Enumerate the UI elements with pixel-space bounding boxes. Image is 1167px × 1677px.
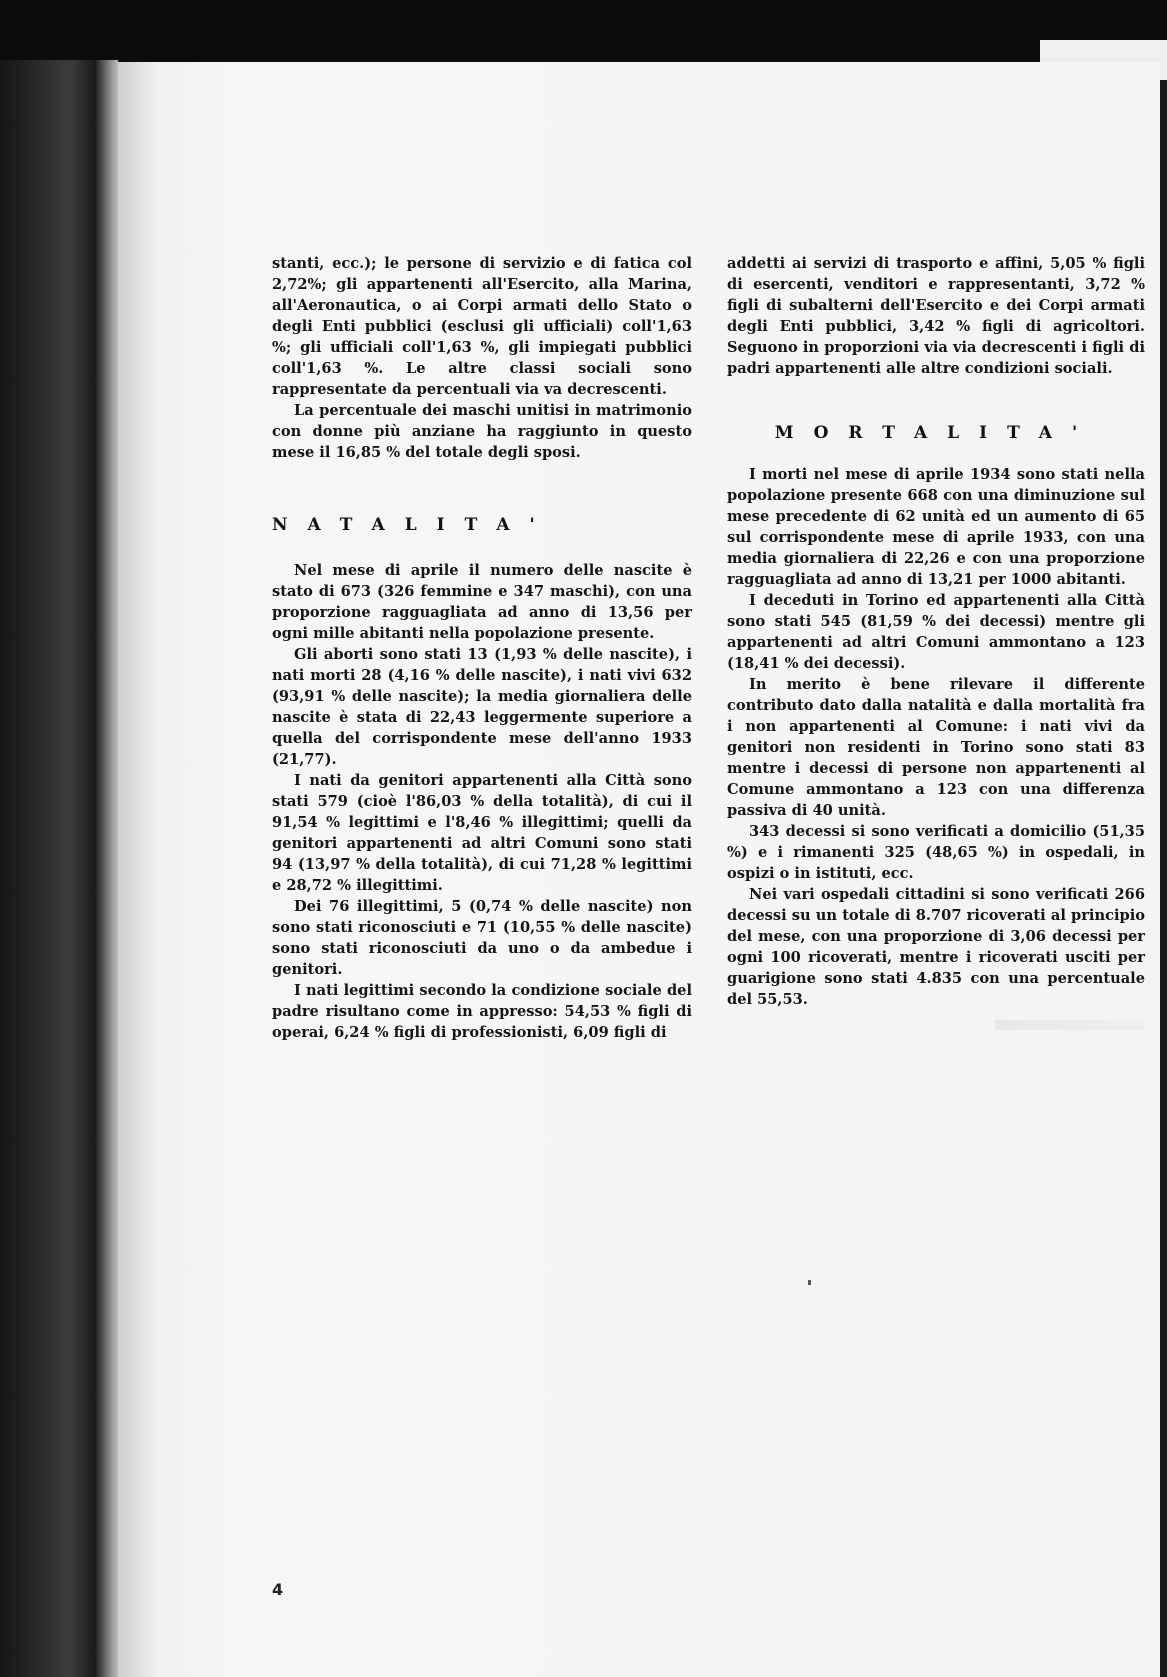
paragraph: stanti, ecc.); le persone di servizio e di fatica col 2,72%; gli appartenenti all'Esercito, alla Marina, all'Aeronautica, o ai Corpi armati dello Stato o degli Enti pubblici (esclusi gli ufficiali) coll'1,63 %; gli ufficiali coll'1,63 %, gli impiegati pubblici coll'1,63 %. Le altre classi sociali sono rappresentate da percentuali via va decrescenti. xyxy=(272,255,692,398)
paragraph: In merito è bene rilevare il differente contributo dato dalla natalità e dalla mortalità fra i non appartenenti al Comune: i nati vivi da genitori non residenti in Torino sono stati 83 mentre i decessi di persone non appartenenti al Comune ammontano a 123 con una differenza passiva di 40 unità. xyxy=(727,676,1145,819)
book-spine-shadow xyxy=(0,60,118,1677)
paragraph: I nati da genitori appartenenti alla Città sono stati 579 (cioè l'86,03 % della totalità), di cui il 91,54 % legittimi e l'8,46 % illegittimi; quelli da genitori appartenenti ad altri Comuni sono stati 94 (13,97 % della totalità), di cui 71,28 % legittimi e 28,72 % illegittimi. xyxy=(272,772,692,894)
paragraph: Dei 76 illegittimi, 5 (0,74 % delle nascite) non sono stati riconosciuti e 71 (10,55 % delle nascite) sono stati riconosciuti da uno o da ambedue i genitori. xyxy=(272,898,692,978)
paragraph: Nei vari ospedali cittadini si sono verificati 266 decessi su un totale di 8.707 ricoverati al principio del mese, con una proporzione di 3,06 decessi per ogni 100 ricoverati, mentre i ricoverati usciti per guarigione sono stati 4.835 con una percentuale del 55,53. xyxy=(727,886,1145,1008)
paragraph: Gli aborti sono stati 13 (1,93 % delle nascite), i nati morti 28 (4,16 % delle nascite), i nati vivi 632 (93,91 % delle nascite); la media giornaliera delle nascite è stata di 22,43 leggermente superiore a quella del corrispondente mese dell'anno 1933 (21,77). xyxy=(272,646,692,768)
paragraph: 343 decessi si sono verificati a domicilio (51,35 %) e i rimanenti 325 (48,65 %) in ospedali, in ospizi o in istituti, ecc. xyxy=(727,823,1145,882)
paragraph: addetti ai servizi di trasporto e affini, 5,05 % figli di esercenti, venditori e rappresentanti, 3,72 % figli di subalterni dell'Esercito e dei Corpi armati degli Enti pubblici, 3,42 % figli di agricoltori. Seguono in proporzioni via via decrescenti i figli di padri appartenenti alle altre condizioni sociali. xyxy=(727,255,1145,377)
paragraph: I nati legittimi secondo la condizione sociale del padre risultano come in appresso: 54,53 % figli di operai, 6,24 % figli di professionisti, 6,09 figli di xyxy=(272,982,692,1041)
paragraph: I deceduti in Torino ed appartenenti alla Città sono stati 545 (81,59 % dei decessi) mentre gli appartenenti ad altri Comuni ammontano a 123 (18,41 % dei decessi). xyxy=(727,592,1145,672)
stray-ink-mark xyxy=(808,1280,811,1285)
right-column xyxy=(727,253,1145,1010)
paragraph: Nel mese di aprile il numero delle nascite è stato di 673 (326 femmine e 347 maschi), con una proporzione ragguagliata ad anno di 13,56 per ogni mille abitanti nella popolazione presente. xyxy=(272,562,692,642)
section-heading-natalita: NATALITA' xyxy=(272,515,555,535)
paragraph: La percentuale dei maschi unitisi in matrimonio con donne più anziane ha raggiunto in questo mese il 16,85 % del totale degli sposi. xyxy=(272,402,692,461)
section-heading-mortalita: MORTALITA' xyxy=(774,423,1098,443)
scan-dark-border xyxy=(0,0,1167,65)
faint-bleed-through xyxy=(995,1020,1145,1030)
page-number: 4 xyxy=(272,1580,284,1599)
paragraph: I morti nel mese di aprile 1934 sono stati nella popolazione presente 668 con una diminuzione sul mese precedente di 62 unità ed un aumento di 65 sul corrispondente mese di aprile 1933, con una media giornaliera di 22,26 e con una proporzione ragguagliata ad anno di 13,21 per 1000 abitanti. xyxy=(727,466,1145,588)
left-column xyxy=(272,253,692,1043)
